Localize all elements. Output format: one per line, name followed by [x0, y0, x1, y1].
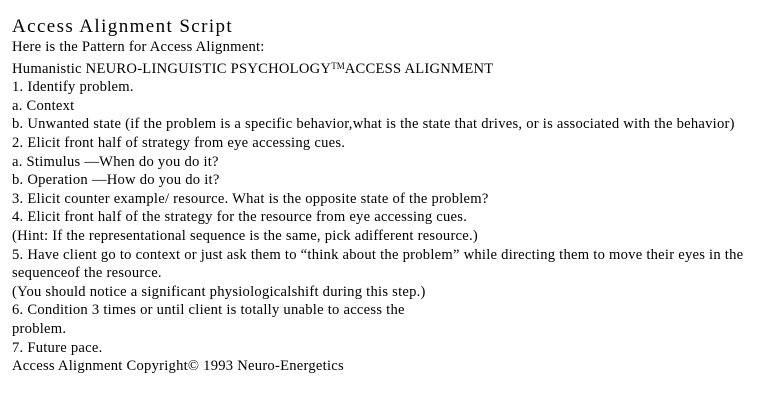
- step-5-line: 5. Have client go to context or just ask them to “think about the problem” while directing them to move their eyes in the: [12, 246, 744, 263]
- step-2-line: 2. Elicit front half of strategy from eye accessing cues.: [12, 134, 346, 151]
- step-7-line: 7. Future pace.: [12, 339, 103, 356]
- step-4-line: 4. Elicit front half of the strategy for the resource from eye accessing cues.: [12, 209, 468, 226]
- step-1b-line: b. Unwanted state (if the problem is a specific behavior,what is the state that drives, or is associated with the behavior): [12, 116, 735, 133]
- step-3-line: 3. Elicit counter example/ resource. What is the opposite state of the problem?: [12, 190, 489, 207]
- trademark-mark: TM: [331, 60, 345, 71]
- heading-line-post: ACCESS ALIGNMENT: [344, 60, 494, 77]
- hint-line: (Hint: If the representational sequence is the same, pick adifferent resource.): [12, 227, 479, 244]
- step-1-line: 1. Identify problem.: [12, 79, 134, 96]
- copyright-line: Access Alignment Copyright© 1993 Neuro-Energetics: [12, 358, 344, 375]
- document-page: [12, 16, 764, 376]
- heading-line-pre: Humanistic NEURO-LINGUISTIC PSYCHOLOGY: [12, 60, 332, 77]
- pattern-intro-line: Here is the Pattern for Access Alignment:: [12, 39, 265, 55]
- document-title: Access Alignment Script: [12, 16, 234, 37]
- heading-line: [12, 57, 764, 79]
- step-5-continued-line: sequenceof the resource.: [12, 265, 162, 282]
- step-6-continued-line: problem.: [12, 320, 67, 337]
- step-2a-line: a. Stimulus —When do you do it?: [12, 153, 219, 170]
- note-line: (You should notice a significant physiologicalshift during this step.): [12, 283, 426, 300]
- step-1a-line: a. Context: [12, 97, 75, 114]
- step-6-line: 6. Condition 3 times or until client is totally unable to access the: [12, 302, 405, 319]
- step-2b-line: b. Operation —How do you do it?: [12, 172, 220, 189]
- document-body: [12, 38, 764, 376]
